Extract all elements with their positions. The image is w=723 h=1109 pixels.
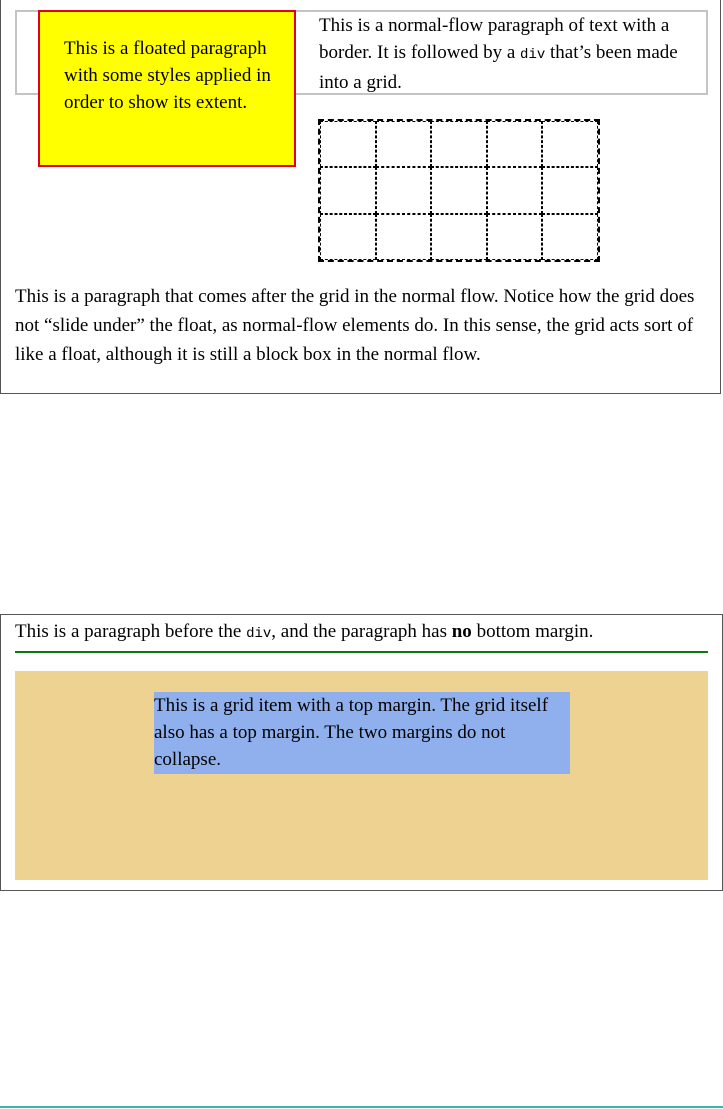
before-div-paragraph: [15, 617, 708, 653]
grid-cell: [542, 214, 598, 260]
grid-cell: [431, 121, 487, 167]
figure-margin-collapse: [0, 614, 723, 891]
floated-paragraph: [38, 10, 296, 167]
grid-cell: [487, 121, 543, 167]
after-grid-paragraph: This is a paragraph that comes after the grid in the normal flow. Notice how the grid does not “slide under” the float, as normal-flow elements do. In this sense, the grid acts sort of like a float, although it is still a block box in the normal flow.: [15, 286, 695, 365]
bold-no: no: [451, 621, 472, 642]
normal-flow-text-end: that’s been made into a grid.: [319, 42, 678, 93]
grid-container: [318, 119, 600, 262]
grid-cell: [431, 167, 487, 213]
grid-cell: [376, 214, 432, 260]
normal-flow-text-start: This is a normal-flow paragraph of text with a border. It is followed by a: [319, 15, 670, 63]
grid-cell: [320, 167, 376, 213]
grid-with-top-margin: [15, 671, 708, 880]
grid-cell: [320, 121, 376, 167]
grid-item: [154, 692, 570, 774]
before-para-middle: , and the paragraph has: [271, 621, 452, 642]
grid-item-text: This is a grid item with a top margin. The grid itself also has a top margin. The two margins do not collapse.: [154, 695, 549, 770]
grid-cell: [376, 167, 432, 213]
before-para-start: This is a paragraph before the: [15, 621, 247, 642]
grid-cell: [542, 167, 598, 213]
grid-cell: [487, 214, 543, 260]
grid-cell: [431, 214, 487, 260]
page-bottom-rule: [0, 1106, 723, 1108]
div-code: div: [246, 626, 272, 642]
floated-paragraph-text: This is a floated paragraph with some styles applied in order to show its extent.: [64, 38, 271, 113]
grid-cell: [376, 121, 432, 167]
grid-cell: [320, 214, 376, 260]
div-code: div: [520, 47, 546, 63]
grid-cell: [542, 121, 598, 167]
figure-float-grid: [0, 0, 721, 394]
grid-cell: [487, 167, 543, 213]
normal-flow-paragraph-text: [319, 12, 709, 96]
before-para-end: bottom margin.: [471, 621, 594, 642]
